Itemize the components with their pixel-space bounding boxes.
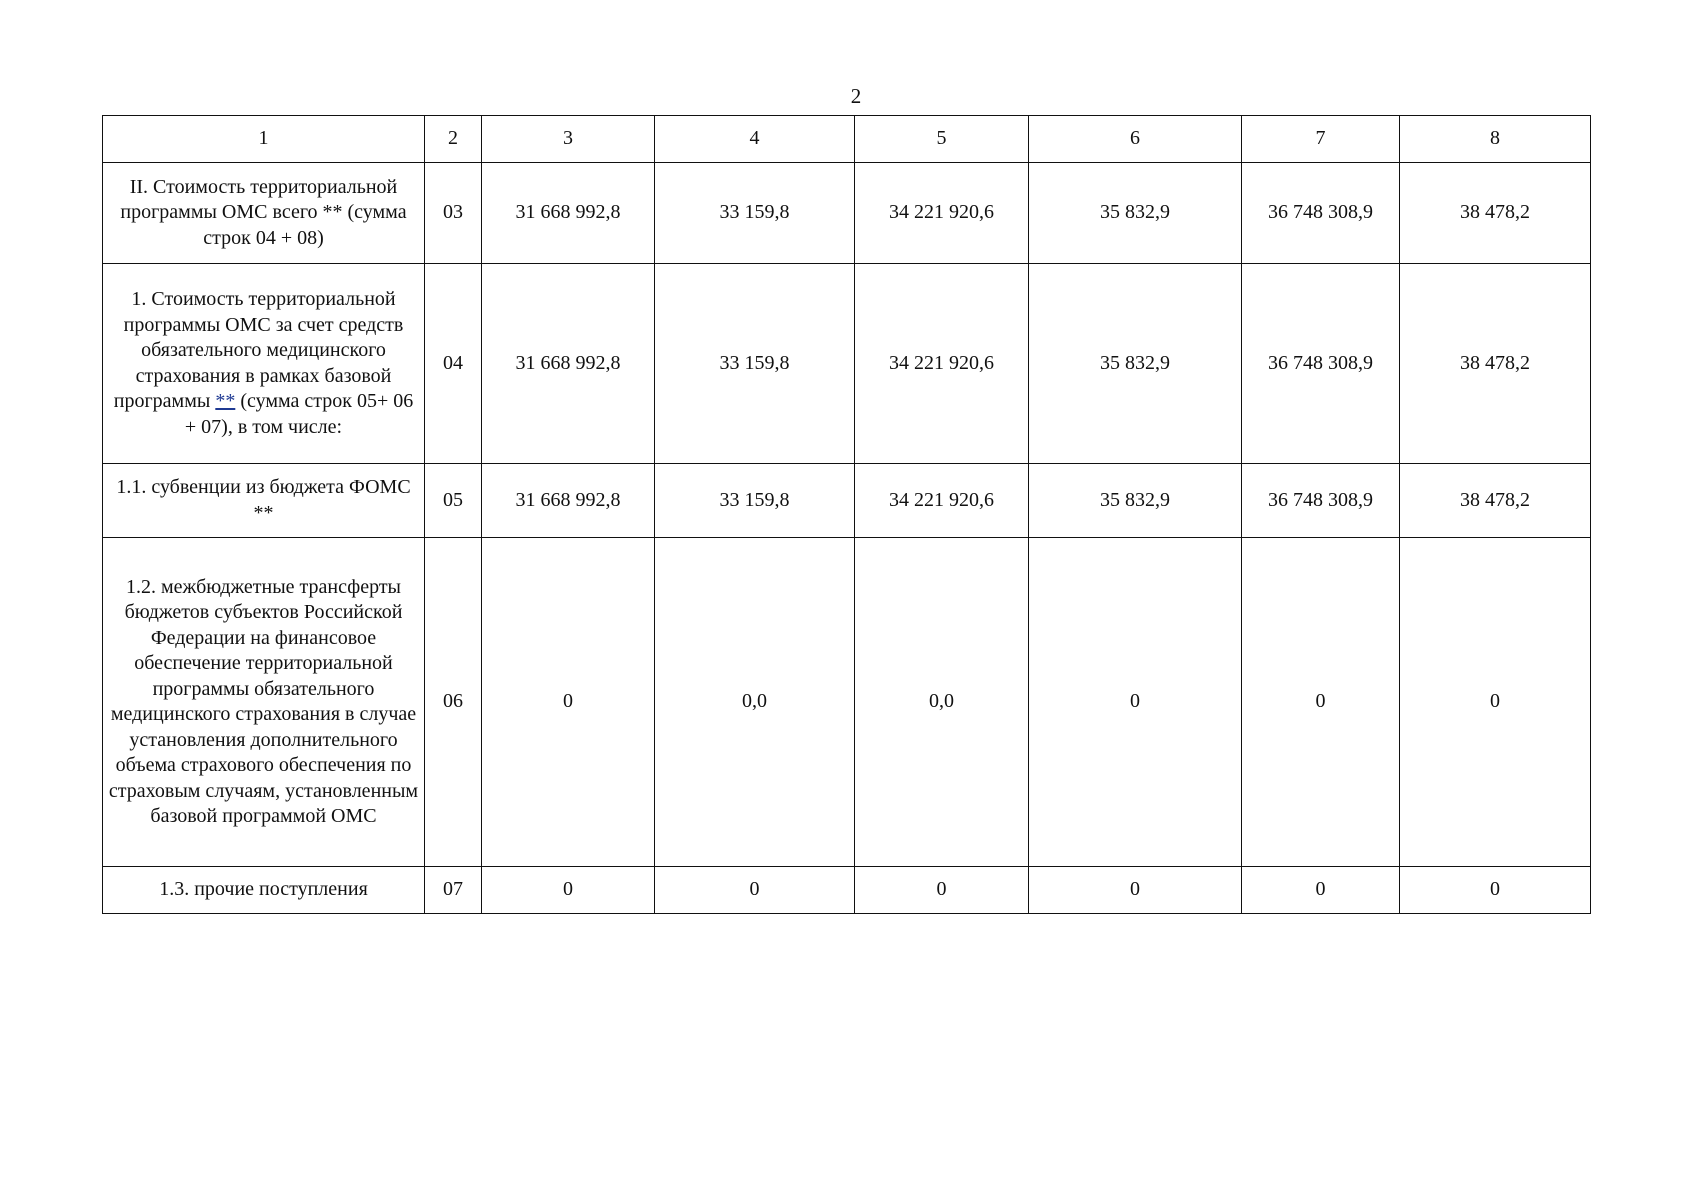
row-label: II. Стоимость территориальной программы ОМС всего ** (сумма строк 04 + 08) xyxy=(103,163,425,264)
header-cell: 8 xyxy=(1400,116,1591,163)
table-cell: 0 xyxy=(1242,867,1400,914)
footnote-link[interactable]: ** xyxy=(215,390,236,412)
table-cell: 34 221 920,6 xyxy=(855,264,1029,464)
table-cell: 0 xyxy=(1029,867,1242,914)
table-cell: 35 832,9 xyxy=(1029,264,1242,464)
table-cell: 38 478,2 xyxy=(1400,264,1591,464)
table-cell: 31 668 992,8 xyxy=(482,163,655,264)
table-row xyxy=(103,538,1591,867)
header-cell: 5 xyxy=(855,116,1029,163)
financing-table xyxy=(102,115,1591,914)
table-cell: 0 xyxy=(1242,538,1400,867)
row-label xyxy=(103,264,425,464)
table-cell: 0 xyxy=(1029,538,1242,867)
table-cell: 0 xyxy=(1400,538,1591,867)
row-label-text: (сумма строк 05+ 06 + 07), в том числе: xyxy=(184,390,414,438)
header-cell: 1 xyxy=(103,116,425,163)
row-code: 03 xyxy=(425,163,482,264)
row-label: 1.1. субвенции из бюджета ФОМС ** xyxy=(103,464,425,538)
row-label: 1.2. межбюджетные трансферты бюджетов субъектов Российской Федерации на финансовое обеспечение территориальной программы обязательного медицинского страхования в случае установления дополнительного объема страхового обеспечения по страховым случаям, установленным базовой программой ОМС xyxy=(103,538,425,867)
table-cell: 0 xyxy=(1400,867,1591,914)
table-cell: 0 xyxy=(655,867,855,914)
table-row xyxy=(103,264,1591,464)
table-cell: 35 832,9 xyxy=(1029,464,1242,538)
table-cell: 34 221 920,6 xyxy=(855,464,1029,538)
table-cell: 36 748 308,9 xyxy=(1242,163,1400,264)
header-cell: 4 xyxy=(655,116,855,163)
table-cell: 35 832,9 xyxy=(1029,163,1242,264)
table-cell: 0,0 xyxy=(655,538,855,867)
table-header-row xyxy=(103,116,1591,163)
table-cell: 33 159,8 xyxy=(655,264,855,464)
row-code: 06 xyxy=(425,538,482,867)
table-cell: 33 159,8 xyxy=(655,163,855,264)
row-label-text: 1. Стоимость территориальной программы ОМС за счет средств обязательного медицинского страхования в рамках базовой программы xyxy=(113,288,404,412)
table-cell: 0 xyxy=(482,867,655,914)
page-number: 2 xyxy=(850,84,862,108)
table-cell: 0 xyxy=(855,867,1029,914)
table-row xyxy=(103,464,1591,538)
row-code: 04 xyxy=(425,264,482,464)
table-cell: 31 668 992,8 xyxy=(482,264,655,464)
row-label: 1.3. прочие поступления xyxy=(103,867,425,914)
table-cell: 38 478,2 xyxy=(1400,163,1591,264)
row-code: 05 xyxy=(425,464,482,538)
table-cell: 36 748 308,9 xyxy=(1242,464,1400,538)
table-cell: 38 478,2 xyxy=(1400,464,1591,538)
header-cell: 6 xyxy=(1029,116,1242,163)
header-cell: 3 xyxy=(482,116,655,163)
header-cell: 7 xyxy=(1242,116,1400,163)
table-cell: 36 748 308,9 xyxy=(1242,264,1400,464)
row-code: 07 xyxy=(425,867,482,914)
header-cell: 2 xyxy=(425,116,482,163)
table-cell: 0 xyxy=(482,538,655,867)
table-cell: 33 159,8 xyxy=(655,464,855,538)
table-cell: 31 668 992,8 xyxy=(482,464,655,538)
table-cell: 0,0 xyxy=(855,538,1029,867)
table-row xyxy=(103,163,1591,264)
table-cell: 34 221 920,6 xyxy=(855,163,1029,264)
table-row xyxy=(103,867,1591,914)
